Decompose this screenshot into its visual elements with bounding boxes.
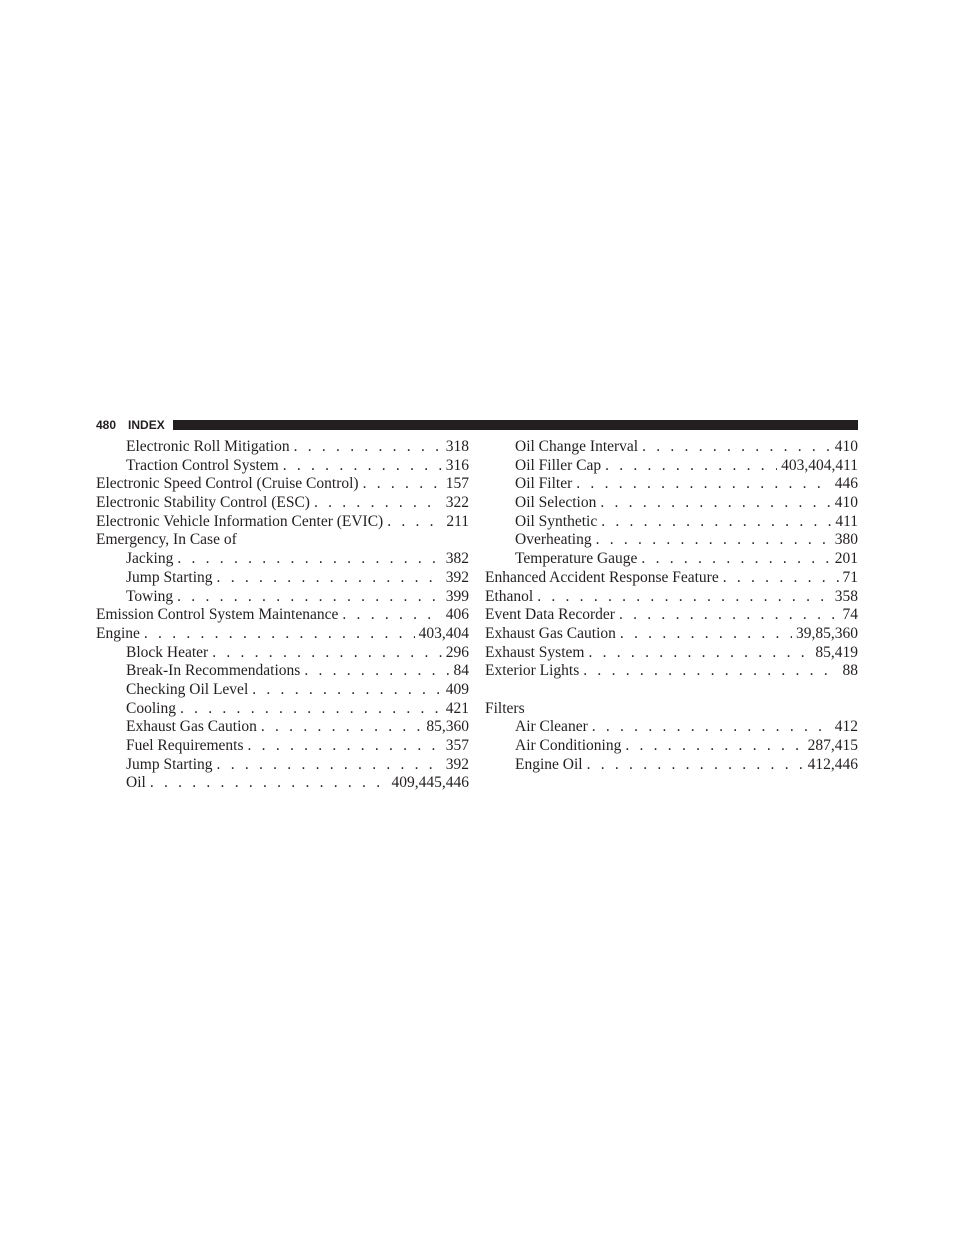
index-subentry xyxy=(96,718,469,737)
index-subentry xyxy=(485,550,858,569)
index-page-ref: 358 xyxy=(834,587,858,605)
dot-leader xyxy=(248,737,442,756)
index-page-ref: 84 xyxy=(453,662,469,680)
dot-leader xyxy=(150,774,388,793)
dot-leader xyxy=(600,494,830,513)
index-page-ref: 322 xyxy=(445,494,469,512)
index-subentry xyxy=(485,494,858,513)
index-term: Air Conditioning xyxy=(515,737,622,754)
index-entry xyxy=(96,475,469,494)
dot-leader xyxy=(212,644,442,663)
header-rule xyxy=(173,420,858,430)
dot-leader xyxy=(217,756,442,775)
index-page-ref: 412 xyxy=(834,718,858,736)
page-header xyxy=(96,416,858,434)
index-term: Checking Oil Level xyxy=(126,680,249,698)
index-term: Electronic Vehicle Information Center (EVIC) xyxy=(96,512,384,530)
index-page-ref: 446 xyxy=(834,475,858,493)
dot-leader xyxy=(587,756,804,775)
index-page-ref: 392 xyxy=(445,755,469,773)
index-term: Oil Change Interval xyxy=(515,438,639,455)
dot-leader xyxy=(588,644,811,663)
index-page-ref: 399 xyxy=(445,587,469,605)
dot-leader xyxy=(620,625,792,644)
index-term: Exhaust Gas Caution xyxy=(485,624,616,642)
dot-leader xyxy=(252,681,442,700)
index-term: Emission Control System Maintenance xyxy=(96,606,339,624)
index-term: Air Cleaner xyxy=(515,718,588,736)
index-page-ref: 71 xyxy=(842,568,858,586)
index-subentry xyxy=(485,438,858,457)
dot-leader xyxy=(144,625,415,644)
index-page-ref: 211 xyxy=(446,512,469,530)
dot-leader xyxy=(387,513,442,532)
index-page-ref: 412,446 xyxy=(807,755,858,773)
dot-leader xyxy=(583,662,838,681)
index-term: Temperature Gauge xyxy=(515,550,638,568)
dot-leader xyxy=(363,475,442,494)
index-term: Overheating xyxy=(515,531,592,549)
index-term: Engine xyxy=(96,624,140,642)
dot-leader xyxy=(294,438,442,457)
index-entry xyxy=(485,588,858,607)
dot-leader xyxy=(642,438,831,457)
index-page-ref: 85,360 xyxy=(426,718,469,736)
dot-leader xyxy=(283,457,442,476)
index-entry xyxy=(485,569,858,588)
index-term: Electronic Stability Control (ESC) xyxy=(96,494,310,512)
index-entry xyxy=(96,513,469,532)
index-subentry xyxy=(485,531,858,550)
index-entry xyxy=(485,606,858,625)
dot-leader xyxy=(592,718,831,737)
index-term: Engine Oil xyxy=(515,755,583,773)
index-term: Jump Starting xyxy=(126,755,213,773)
index-term: Electronic Roll Mitigation xyxy=(126,438,290,455)
index-term: Fuel Requirements xyxy=(126,737,244,754)
index-subentry xyxy=(485,513,858,532)
index-subentry xyxy=(96,737,469,756)
index-subentry xyxy=(96,756,469,775)
dot-leader xyxy=(601,513,831,532)
index-subentry xyxy=(96,550,469,569)
index-term: Filters xyxy=(485,699,525,717)
dot-leader xyxy=(304,662,449,681)
index-page-ref: 392 xyxy=(445,568,469,586)
index-term: Exhaust System xyxy=(485,643,585,661)
index-page-ref: 403,404,411 xyxy=(781,456,858,474)
index-page-ref: 380 xyxy=(834,531,858,549)
index-page-ref: 39,85,360 xyxy=(796,624,858,642)
index-term: Oil Filler Cap xyxy=(515,456,602,474)
index-term: Break-In Recommendations xyxy=(126,662,301,680)
index-page-ref: 88 xyxy=(842,662,858,680)
dot-leader xyxy=(314,494,442,513)
index-page-ref: 410 xyxy=(834,494,858,512)
index-entry xyxy=(485,700,858,719)
index-page-ref: 296 xyxy=(445,643,469,661)
index-page-ref: 409,445,446 xyxy=(391,774,469,792)
index-term: Oil Synthetic xyxy=(515,512,598,530)
index-term: Traction Control System xyxy=(126,456,279,474)
index-subentry xyxy=(485,457,858,476)
index-subentry xyxy=(96,588,469,607)
index-spacer xyxy=(485,681,858,700)
index-term: Exhaust Gas Caution xyxy=(126,718,257,736)
index-page-ref: 287,415 xyxy=(807,737,858,754)
section-title: INDEX xyxy=(128,418,165,432)
index-entry xyxy=(485,644,858,663)
index-subentry xyxy=(96,438,469,457)
index-term: Event Data Recorder xyxy=(485,606,615,624)
dot-leader xyxy=(619,606,839,625)
dot-leader xyxy=(537,588,831,607)
index-term: Jump Starting xyxy=(126,568,213,586)
index-column-left xyxy=(96,438,469,793)
index-subentry xyxy=(485,756,858,775)
dot-leader xyxy=(177,550,441,569)
index-term: Jacking xyxy=(126,550,174,568)
index-term: Block Heater xyxy=(126,643,209,661)
index-page-ref: 318 xyxy=(445,438,469,455)
index-term: Enhanced Accident Response Feature xyxy=(485,568,719,586)
index-entry xyxy=(96,606,469,625)
index-entry xyxy=(485,625,858,644)
index-subentry xyxy=(485,475,858,494)
index-entry xyxy=(96,531,469,550)
dot-leader xyxy=(576,475,830,494)
index-page-ref: 357 xyxy=(445,737,469,754)
dot-leader xyxy=(342,606,441,625)
index-page-ref: 410 xyxy=(834,438,858,455)
index-entry xyxy=(96,625,469,644)
index-subentry xyxy=(96,700,469,719)
dot-leader xyxy=(641,550,830,569)
dot-leader xyxy=(217,569,442,588)
index-page-ref: 421 xyxy=(445,699,469,717)
index-subentry xyxy=(485,718,858,737)
index-subentry xyxy=(96,644,469,663)
dot-leader xyxy=(625,737,803,756)
index-subentry xyxy=(96,457,469,476)
index-entry xyxy=(485,662,858,681)
dot-leader xyxy=(605,457,777,476)
index-page-ref: 85,419 xyxy=(815,643,858,661)
dot-leader xyxy=(177,588,442,607)
index-term: Ethanol xyxy=(485,587,534,605)
index-subentry xyxy=(96,569,469,588)
index-subentry xyxy=(96,662,469,681)
index-page-ref: 382 xyxy=(445,550,469,568)
index-entry xyxy=(96,494,469,513)
index-page-ref: 409 xyxy=(445,680,469,698)
index-column-right xyxy=(485,438,858,774)
index-subentry xyxy=(96,681,469,700)
dot-leader xyxy=(723,569,839,588)
dot-leader xyxy=(261,718,423,737)
index-term: Oil xyxy=(126,774,146,792)
dot-leader xyxy=(180,700,442,719)
index-term: Electronic Speed Control (Cruise Control) xyxy=(96,475,359,493)
page-number: 480 xyxy=(96,418,117,432)
index-page-ref: 201 xyxy=(834,550,858,568)
dot-leader xyxy=(596,531,831,550)
index-page-ref: 406 xyxy=(445,606,469,624)
index-subentry xyxy=(96,774,469,793)
index-term: Towing xyxy=(126,587,174,605)
index-subentry xyxy=(485,737,858,756)
index-page-ref: 316 xyxy=(445,456,469,474)
index-term: Oil Filter xyxy=(515,475,573,493)
index-page-ref: 74 xyxy=(842,606,858,624)
index-page-ref: 411 xyxy=(835,512,858,530)
index-term: Cooling xyxy=(126,699,176,717)
index-page-ref: 403,404 xyxy=(418,624,469,642)
index-term: Exterior Lights xyxy=(485,662,580,680)
index-term: Emergency, In Case of xyxy=(96,531,237,549)
index-term: Oil Selection xyxy=(515,494,597,512)
index-page-ref: 157 xyxy=(445,475,469,493)
